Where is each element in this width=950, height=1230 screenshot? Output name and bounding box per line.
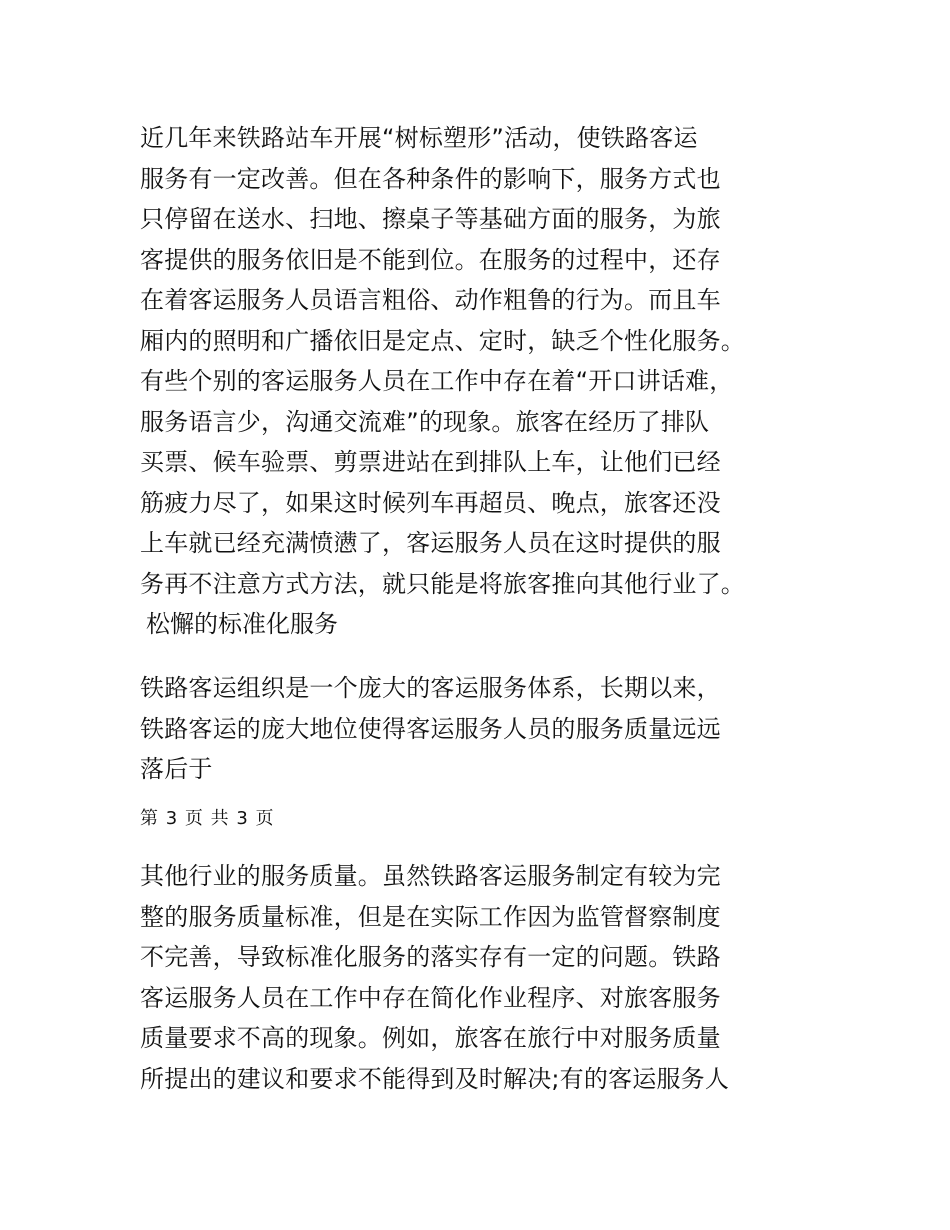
text-line: 在着客运服务人员语言粗俗、动作粗鲁的行为。而且车 [140,286,721,314]
text-line: 铁路客运组织是一个庞大的客运服务体系，长期以来， [140,674,721,702]
text-line: 其他行业的服务质量。虽然铁路客运服务制定有较为完 [140,862,721,890]
text-line: 客提供的服务依旧是不能到位。在服务的过程中，还存 [140,245,721,274]
text-line: 服务语言少，沟通交流难”的现象。旅客在经历了排队 [140,407,710,436]
text-line: 客运服务人员在工作中存在简化作业程序、对旅客服务 [140,983,721,1012]
text-line: 近几年来铁路站车开展“树标塑形”活动，使铁路客运 [140,124,698,152]
text-line: 整的服务质量标准，但是在实际工作因为监管督察制度 [140,902,721,931]
text-line: 务再不注意方式方法，就只能是将旅客推向其他行业了。 [140,569,745,598]
text-line: 上车就已经充满愤懑了，客运服务人员在这时提供的服 [140,529,721,557]
text-line: 服务有一定改善。但在各种条件的影响下，服务方式也 [140,164,721,193]
paragraph-service-issues [140,118,820,645]
text-line: 厢内的照明和广播依旧是定点、定时，缺乏个性化服务。 [140,326,745,355]
text-line: 铁路客运的庞大地位使得客运服务人员的服务质量远远 [140,714,721,743]
section-heading: 松懈的标准化服务 [146,610,338,638]
text-line: 有些个别的客运服务人员在工作中存在着“开口讲话难， [140,367,734,395]
text-line: 质量要求不高的现象。例如，旅客在旅行中对服务质量 [140,1024,721,1052]
text-line: 买票、候车验票、剪票进站在到排队上车，让他们已经 [140,448,721,476]
text-line: 不完善，导致标准化服务的落实存有一定的问题。铁路 [140,943,721,971]
text-line: 只停留在送水、扫地、擦桌子等基础方面的服务，为旅 [140,205,721,233]
paragraph-railway-organization [140,668,820,790]
text-line: 落后于 [140,755,213,783]
page-number-footer: 第 3 页 共 3 页 [140,808,275,829]
text-line: 所提出的建议和要求不能得到及时解决;有的客运服务人 [140,1064,730,1093]
text-line: 筋疲力尽了，如果这时候列车再超员、晚点，旅客还没 [140,488,721,517]
paragraph-standard-service [140,856,820,1099]
